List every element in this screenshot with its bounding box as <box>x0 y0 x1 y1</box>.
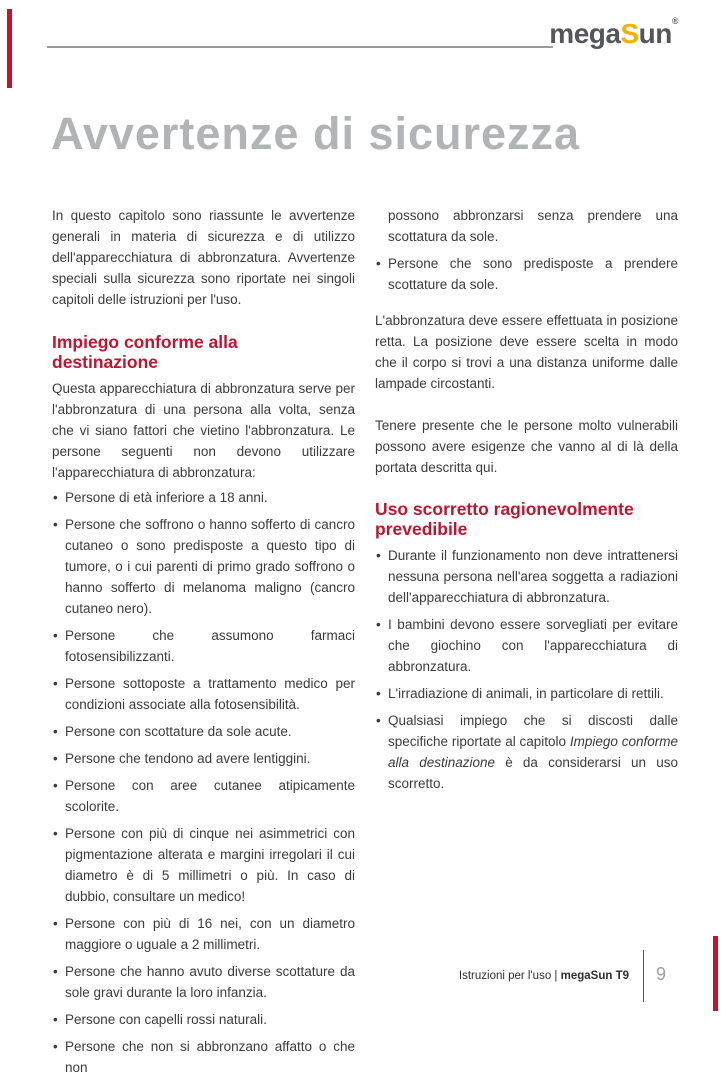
page-number: 9 <box>656 964 667 984</box>
list-item: • Persone che soffrono o hanno sofferto di cancro cutaneo o sono predisposte a questo tipo di tumore, o i cui parenti di primo grado soffrono o hanno sofferto di melanoma maligno (cancro cutaneo nero). <box>52 514 355 619</box>
intended-use-bullet-list <box>52 487 355 1078</box>
list-item: • Persone con capelli rossi naturali. <box>52 1009 355 1030</box>
list-item: • Persone che non si abbronzano affatto o che non <box>52 1036 355 1078</box>
list-item: • Persone di età inferiore a 18 anni. <box>52 487 355 508</box>
misuse-bullet-list <box>375 545 678 794</box>
bullet-text-post: è da considerarsi un uso scorretto. <box>388 755 679 791</box>
list-item: • Persone che hanno avuto diverse scottature da sole gravi durante la loro infanzia. <box>52 961 355 1003</box>
header-rule <box>47 46 553 48</box>
list-item: • Persone con aree cutanee atipicamente scolorite. <box>52 775 355 817</box>
posture-paragraph: L'abbronzatura deve essere effettuata in posizione retta. La posizione deve essere scelta in modo che il corpo si trovi a una distanza uniforme dalle lampade circostanti. <box>375 313 678 391</box>
list-item: • Persone con più di cinque nei asimmetrici con pigmentazione alterata e margini irregolari il cui diametro è di 5 millimetri o più. In caso di dubbio, consultare un medico! <box>52 823 355 907</box>
intro-paragraph: In questo capitolo sono riassunte le avvertenze generali in materia di sicurezza e di utilizzo dell'apparecchiatura di abbronzatura. Avvertenze speciali sulla sicurezza sono riportate nei singoli capitoli delle istruzioni per l'uso. <box>52 208 355 307</box>
list-item: • L'irradiazione di animali, in particolare di rettili. <box>375 683 678 704</box>
page-footer <box>459 950 678 1002</box>
list-item: • Persone che tendono ad avere lentiggini. <box>52 748 355 769</box>
intended-use-bullet-list-continued <box>375 253 678 295</box>
list-item: • I bambini devono essere sorvegliati per evitare che giochino con l'apparecchiatura di abbronzatura. <box>375 614 678 677</box>
red-crop-mark-bottom-right <box>713 936 718 1011</box>
list-item: • Persone che assumono farmaci fotosensibilizzanti. <box>52 625 355 667</box>
footer-divider <box>643 950 644 1002</box>
vulnerable-persons-paragraph: Tenere presente che le persone molto vulnerabili possono avere esigenze che vanno al di là della portata descritta qui. <box>375 418 678 475</box>
list-item: • Persone sottoposte a trattamento medico per condizioni associate alla fotosensibilità. <box>52 673 355 715</box>
section-heading-intended-use: Impiego conforme alla destinazione <box>52 332 238 372</box>
chapter-reference-italic: Impiego conforme alla destinazione <box>388 734 678 770</box>
list-item: • Persone con più di 16 nei, con un diametro maggiore o uguale a 2 millimetri. <box>52 913 355 955</box>
megasun-logo <box>549 18 678 50</box>
red-crop-mark-top-left <box>7 9 12 88</box>
footer-brand: megaSun T9 <box>560 970 629 982</box>
list-item: • Persone che sono predisposte a prendere scottature da sole. <box>375 253 678 295</box>
footer-caption <box>459 970 629 982</box>
intended-use-lead: Questa apparecchiatura di abbronzatura serve per l'abbronzatura di una persona alla volta, senza che vi siano fattori che vietino l'abbronzatura. Le persone seguenti non devono utilizzare l'apparecchiatura di abbronzatura: <box>52 381 355 480</box>
list-item: • Durante il funzionamento non deve intrattenersi nessuna persona nell'area soggetta a radiazioni dell'apparecchiatura di abbronzatura. <box>375 545 678 608</box>
left-column <box>52 205 355 1084</box>
logo-text-post: un <box>638 18 672 49</box>
footer-caption-left: Istruzioni per l'uso | <box>458 970 561 982</box>
page-title: Avvertenze di sicurezza <box>51 108 581 159</box>
section-heading-foreseeable-misuse: Uso scorretto ragionevolmente prevedibile <box>375 499 634 539</box>
list-item <box>375 710 678 794</box>
logo-text-pre: mega <box>549 18 621 49</box>
registered-mark: ® <box>671 16 678 26</box>
bullet-text-pre: Qualsiasi impiego che si discosti dalle specifiche riportate al capitolo <box>388 713 678 749</box>
logo-accent-letter: S <box>620 18 639 49</box>
bullet-continuation-text: possono abbronzarsi senza prendere una scottatura da sole. <box>388 208 678 244</box>
list-item: • Persone con scottature da sole acute. <box>52 721 355 742</box>
